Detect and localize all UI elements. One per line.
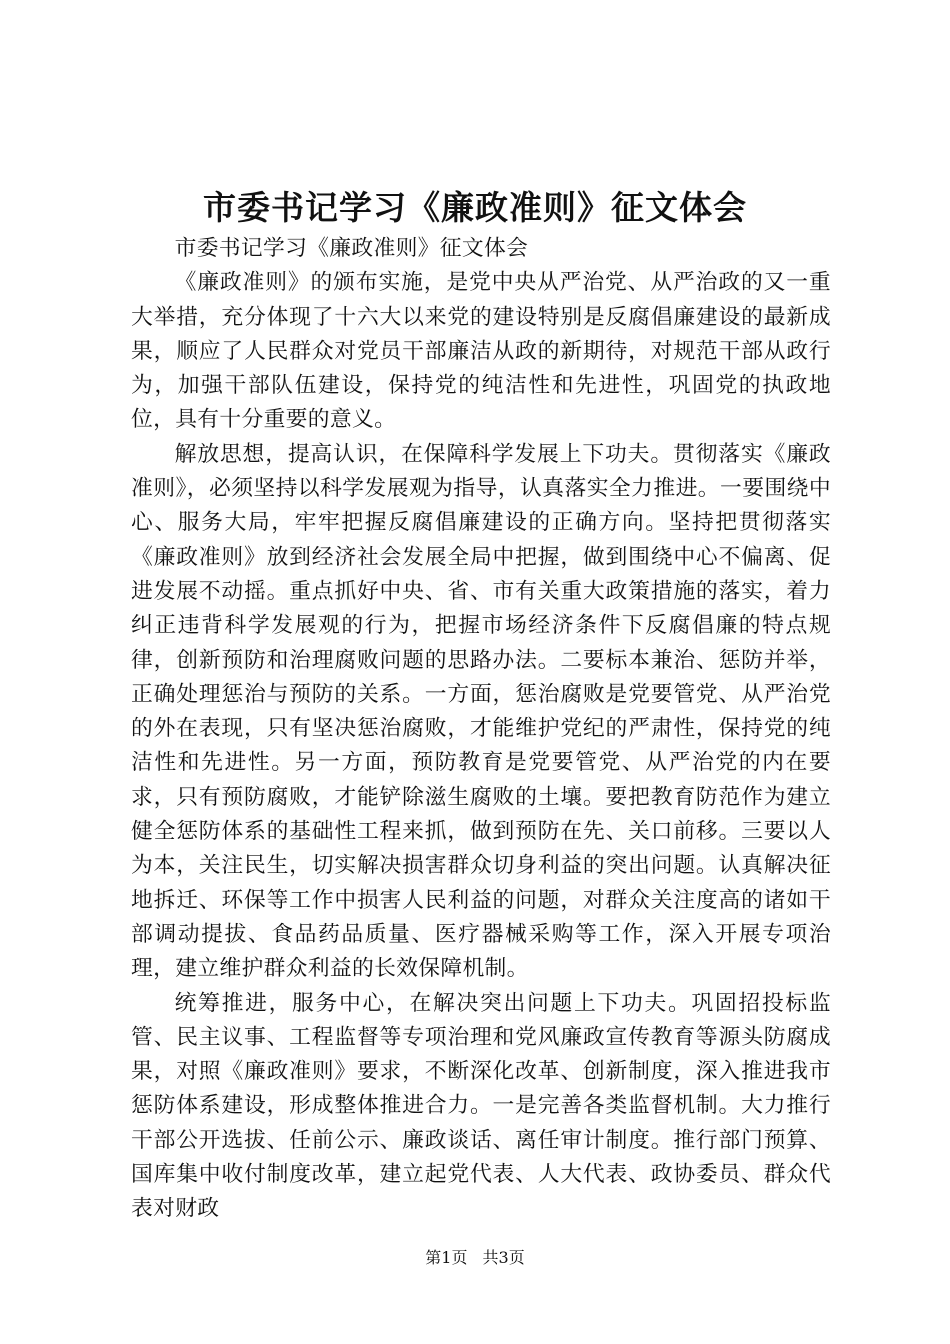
subtitle-paragraph: 市委书记学习《廉政准则》征文体会 [174,236,529,261]
page-title: 市委书记学习《廉政准则》征文体会 [203,188,747,227]
page-number: 第1页 [425,1248,468,1267]
page-footer [0,1247,950,1269]
page-total: 共3页 [482,1248,525,1267]
body-paragraph-1: 《廉政准则》的颁布实施，是党中央从严治党、从严治政的又一重大举措，充分体现了十六大以来党的建设特别是反腐倡廉建设的最新成果，顺应了人民群众对党员干部廉洁从政的新期待，对规范干部从政行为，加强干部队伍建设，保持党的纯洁性和先进性，巩固党的执政地位，具有十分重要的意义。 [131,270,831,433]
document-body [131,232,831,1227]
body-paragraph-3: 统筹推进，服务中心，在解决突出问题上下功夫。巩固招投标监管、民主议事、工程监督等专项治理和党风廉政宣传教育等源头防腐成果，对照《廉政准则》要求，不断深化改革、创新制度，深入推进我市惩防体系建设，形成整体推进合力。一是完善各类监督机制。大力推行干部公开选拔、任前公示、廉政谈话、离任审计制度。推行部门预算、国库集中收付制度改革，建立起党代表、人大代表、政协委员、群众代表对财政 [131,990,831,1222]
body-paragraph-2: 解放思想，提高认识，在保障科学发展上下功夫。贯彻落实《廉政准则》，必须坚持以科学发展观为指导，认真落实全力推进。一要围绕中心、服务大局，牢牢把握反腐倡廉建设的正确方向。坚持把贯彻落实《廉政准则》放到经济社会发展全局中把握，做到围绕中心不偏离、促进发展不动摇。重点抓好中央、省、市有关重大政策措施的落实，着力纠正违背科学发展观的行为，把握市场经济条件下反腐倡廉的特点规律，创新预防和治理腐败问题的思路办法。二要标本兼治、惩防并举，正确处理惩治与预防的关系。一方面，惩治腐败是党要管党、从严治党的外在表现，只有坚决惩治腐败，才能维护党纪的严肃性，保持党的纯洁性和先进性。另一方面，预防教育是党要管党、从严治党的内在要求，只有预防腐败，才能铲除滋生腐败的土壤。要把教育防范作为建立健全惩防体系的基础性工程来抓，做到预防在先、关口前移。三要以人为本，关注民生，切实解决损害群众切身利益的突出问题。认真解决征地拆迁、环保等工作中损害人民利益的问题，对群众关注度高的诸如干部调动提拔、食品药品质量、医疗器械采购等工作，深入开展专项治理，建立维护群众利益的长效保障机制。 [131,441,831,982]
